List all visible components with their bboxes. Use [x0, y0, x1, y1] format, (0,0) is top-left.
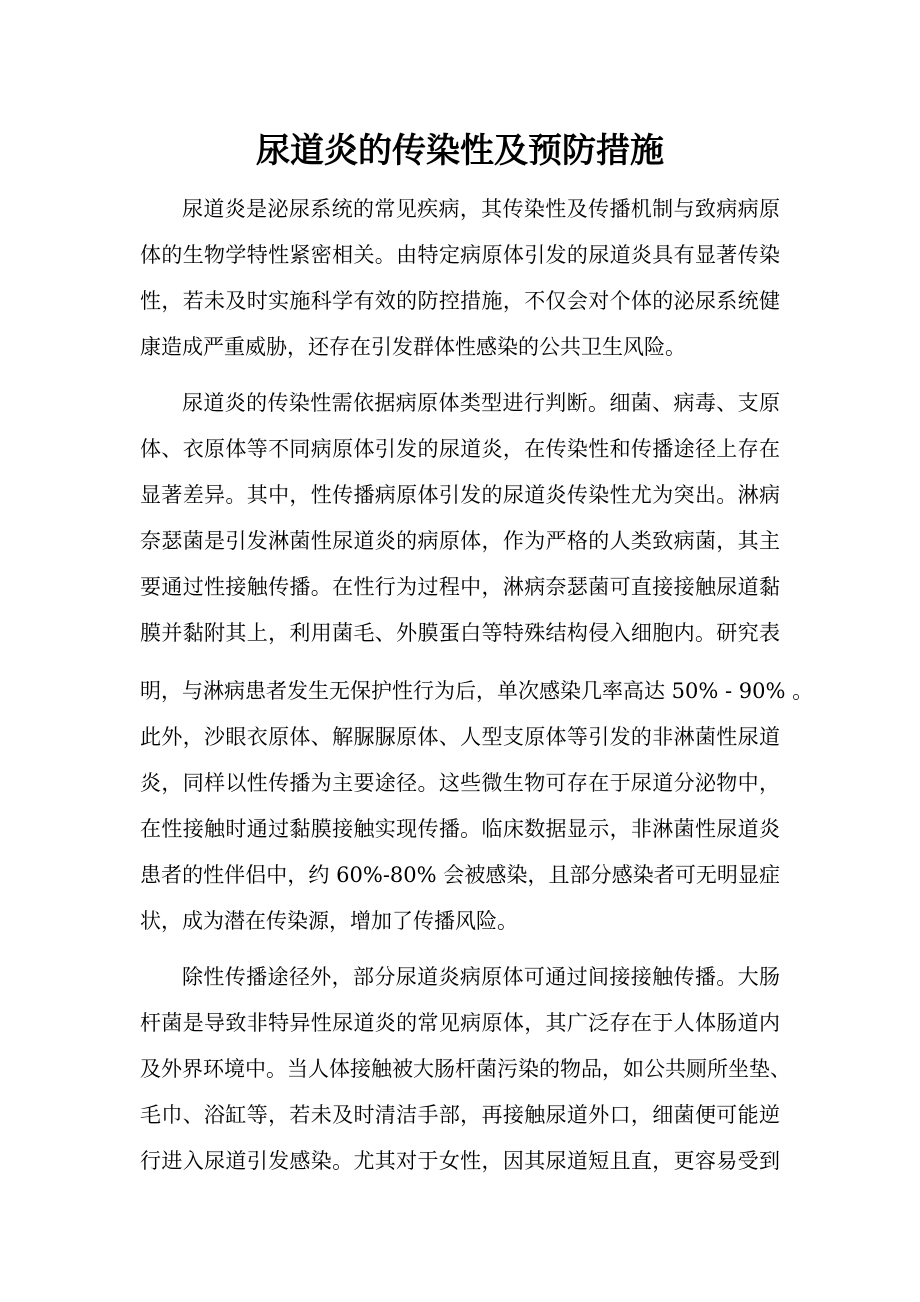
paragraph-2-line-3: 显著差异。其中，性传播病原体引发的尿道炎传染性尤为突出。淋病: [140, 483, 780, 507]
paragraph-1-line-1: 尿道炎是泌尿系统的常见疾病，其传染性及传播机制与致病病原: [182, 197, 780, 221]
paragraph-2-line-4: 奈瑟菌是引发淋菌性尿道炎的病原体，作为严格的人类致病菌，其主: [140, 529, 780, 553]
paragraph-2-line-6: 膜并黏附其上，利用菌毛、外膜蛋白等特殊结构侵入细胞内。研究表: [140, 621, 780, 645]
paragraph-3-line-2: 杆菌是导致非特异性尿道炎的常见病原体，其广泛存在于人体肠道内: [140, 1011, 780, 1035]
paragraph-2-line-12: 状，成为潜在传染源，增加了传播风险。: [140, 909, 518, 933]
paragraph-2-line-1: 尿道炎的传染性需依据病原体类型进行判断。细菌、病毒、支原: [182, 391, 780, 415]
paragraph-2-line-5: 要通过性接触传播。在性行为过程中，淋病奈瑟菌可直接接触尿道黏: [140, 575, 780, 599]
paragraph-2-line-8: 此外，沙眼衣原体、解脲脲原体、人型支原体等引发的非淋菌性尿道: [140, 725, 780, 749]
paragraph-2-line-2: 体、衣原体等不同病原体引发的尿道炎，在传染性和传播途径上存在: [140, 437, 780, 461]
paragraph-3-line-3: 及外界环境中。当人体接触被大肠杆菌污染的物品，如公共厕所坐垫、: [140, 1057, 791, 1081]
paragraph-2-line-11: 患者的性伴侣中，约 60%-80% 会被感染，且部分感染者可无明显症: [140, 863, 780, 887]
paragraph-2-line-9: 炎，同样以性传播为主要途径。这些微生物可存在于尿道分泌物中，: [140, 771, 780, 795]
paragraph-1-line-4: 康造成严重威胁，还存在引发群体性感染的公共卫生风险。: [140, 335, 686, 359]
paragraph-1-line-2: 体的生物学特性紧密相关。由特定病原体引发的尿道炎具有显著传染: [140, 243, 780, 267]
paragraph-1-line-3: 性，若未及时实施科学有效的防控措施，不仅会对个体的泌尿系统健: [140, 289, 780, 313]
paragraph-3-line-5: 行进入尿道引发感染。尤其对于女性，因其尿道短且直，更容易受到: [140, 1149, 780, 1173]
paragraph-3-line-1: 除性传播途径外，部分尿道炎病原体可通过间接接触传播。大肠: [182, 965, 780, 989]
paragraph-3-line-4: 毛巾、浴缸等，若未及时清洁手部，再接触尿道外口，细菌便可能逆: [140, 1103, 780, 1127]
paragraph-2-line-10: 在性接触时通过黏膜接触实现传播。临床数据显示，非淋菌性尿道炎: [140, 817, 780, 841]
paragraph-2-line-7: 明，与淋病患者发生无保护性行为后，单次感染几率高达 50% - 90% 。: [140, 679, 814, 703]
document-title: 尿道炎的传染性及预防措施: [256, 131, 664, 171]
